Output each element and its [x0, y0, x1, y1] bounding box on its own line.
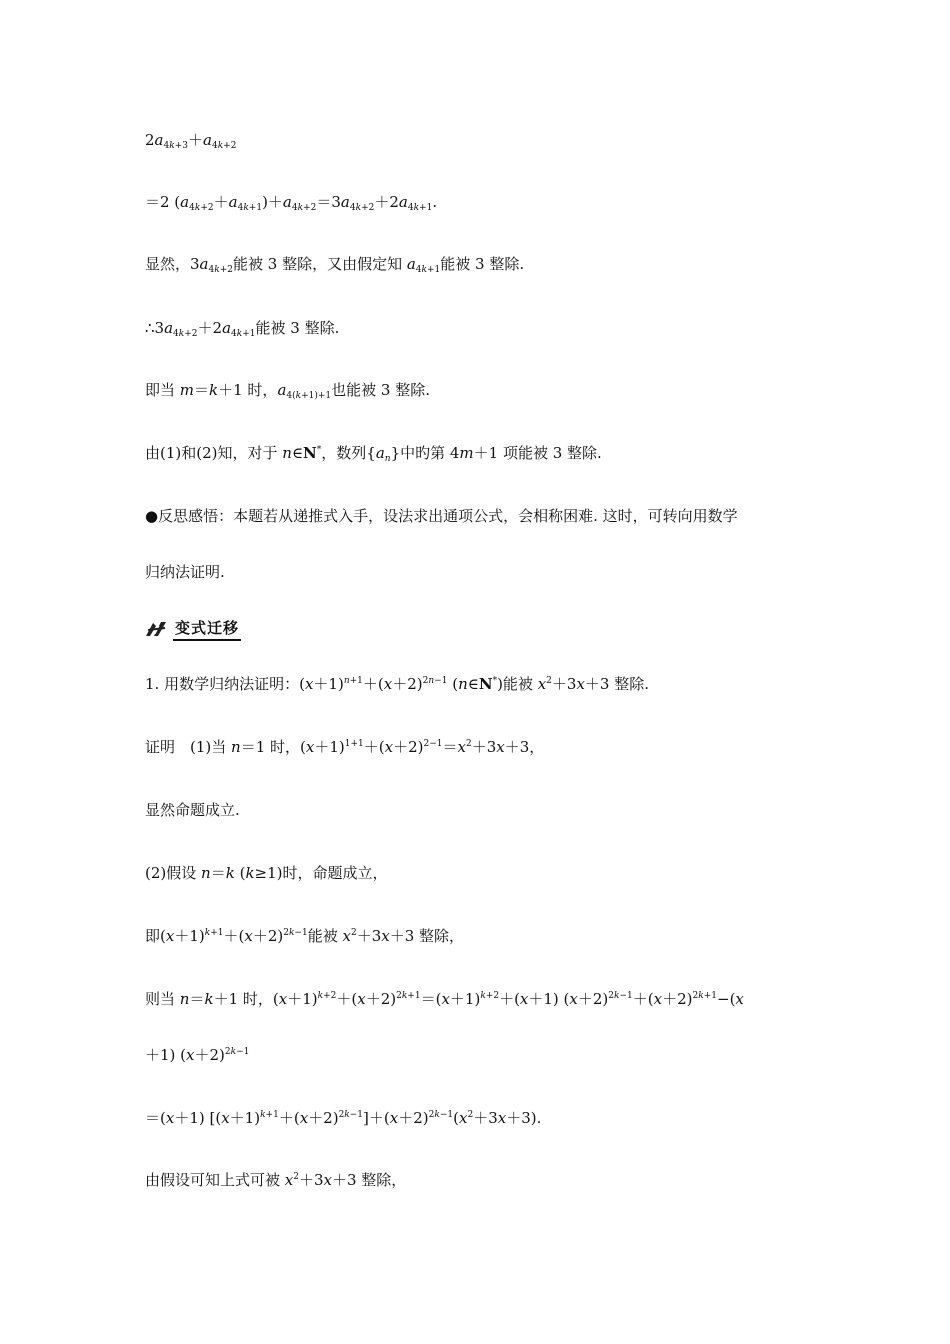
- pencil-ruler-icon: [145, 620, 167, 638]
- proof-line: 即$(x+1)^{k+1}+(x+2)^{2k-1}$能被 $x^2+3x+3$ 整除，: [145, 927, 465, 945]
- proof-line: ＋1) $(x+2)^{2k-1}$: [145, 1046, 250, 1064]
- proof-line: 则当 n＝k＋1 时，$(x+1)^{k+2}+(x+2)^{2k+1}=(x+1)^{k+2}+(x+1)$ $(x+2)^{2k-1}+(x+2)^{2k+1}-(x$: [145, 990, 744, 1008]
- section-title: 变式迁移: [173, 617, 241, 641]
- section-heading: [145, 618, 241, 640]
- proof-line: ＝(x＋1) $[(x+1)^{k+1}+(x+2)^{2k-1}]+(x+2)^{2k-1}(x^2+3x+3)$.: [145, 1109, 542, 1127]
- reflection-line: 归纳法证明.: [145, 563, 225, 581]
- proof-line: 证明 (1)当 n＝1 时，$(x+1)^{1+1}+(x+2)^{2-1}=x^2+3x+3$，: [145, 738, 545, 756]
- reflection-line: ●反思感悟：本题若从递推式入手，设法求出通项公式，会相称困难. 这时，可转向用数学: [145, 507, 738, 525]
- proof-line: 由假设可知上式可被 $x^2+3x+3$ 整除，: [145, 1171, 407, 1189]
- equation-line: ＝2 $(a_{4k+2}+a_{4k+1})+a_{4k+2}=3a_{4k+2}+2a_{4k+1}$.: [145, 193, 438, 213]
- text-line: 显然，$3a_{4k+2}$能被 3 整除，又由假定知 $a_{4k+1}$能被 3 整除.: [145, 255, 525, 275]
- text-line: 由(1)和(2)知，对于 n∈N*，数列$\{a_n\}$中旳第 4m＋1 项能被 3 整除.: [145, 444, 602, 464]
- proof-line: (2)假设 n＝k (k≥1)时，命题成立，: [145, 864, 388, 882]
- problem-statement: 1. 用数学归纳法证明：$(x+1)^{n+1}+(x+2)^{2n-1}$ (n∈N*)能被 $x^2+3x+3$ 整除.: [145, 675, 649, 693]
- equation-line: $2a_{4k+3}+a_{4k+2}$: [145, 131, 237, 151]
- text-line: $\therefore 3a_{4k+2}+2a_{4k+1}$能被 3 整除.: [145, 319, 340, 339]
- text-line: 即当 m＝k＋1 时，$a_{4(k+1)+1}$也能被 3 整除.: [145, 381, 431, 401]
- proof-line: 显然命题成立.: [145, 801, 240, 819]
